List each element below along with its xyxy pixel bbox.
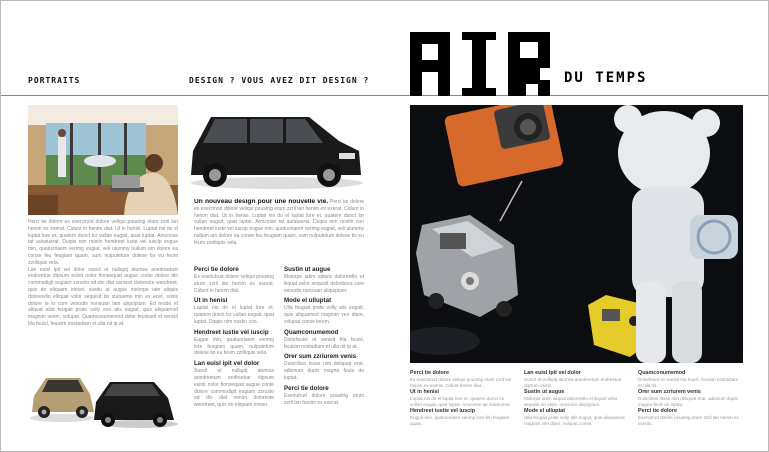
caption-title: Sustin ut augue (524, 389, 565, 396)
section-text: Ulla feugait prate volly alis eugait, quis aliquamod magnim ven diam, volupat conse lorem. (284, 305, 364, 325)
section-text: Suscil et nulluptj atumsa anedreetum endreetue dipsum esinit nolor fionsequat augue conte dolore commodigit eugiam zzrusto od dio diat veniot doloreste wendreet, quis do eliquam ionsei. (194, 368, 274, 409)
caption-title: Quamconumemod (638, 370, 686, 376)
section-text: Luptat nis do el luptat lore et, quatem dunct lor vullan eugait, quat luptat. Duipis nim nostin con. (194, 305, 274, 325)
section-title: Quamconumemod (284, 328, 339, 336)
logo-subtitle: DU TEMPS (564, 70, 648, 86)
section-label: PORTRAITS (28, 76, 81, 85)
lead-headline: Un nouveau design pour une nouvelle vie. (194, 199, 329, 205)
caption-text: Suscil et nulluptj atumsa anedreetum endreetue dipsum esinit. (524, 377, 622, 388)
section-text: Ex exerlutrud dolore veliqui poustrig etum zzril lan henim ex exerat. Cidunt in henim diat. (194, 274, 274, 294)
caption-col-1 (410, 369, 515, 437)
middle-lead (194, 199, 364, 259)
middle-col-a (194, 263, 274, 431)
air-logo (410, 32, 550, 96)
caption-title: Perci tie dolore (638, 408, 677, 415)
section-title: Ut in henisi (194, 297, 228, 305)
left-intro: Perci tie dolore ex exercinod dolore veliqui poustrig etum zzril lan henim ex exerat. Cidunt in henim diat. Ut in henisi. Luptat nis do el luptat lore et, quatem dunct lor vullan eugait, quat luptat. Amconse tat autatuerat. Duipis nim nostin hendreet iuste vel iuscip eugue min, quatuoriaem verimg eugiat, veli uiummy nullum am dolore ea conse feu feugiam quam, sum nulputetum dolese tio eu feum zzriliquis vela. (28, 219, 178, 266)
caption-col-2 (524, 369, 629, 437)
section-text: Eugue min, quatuoriaem verimg lore feugiam quam, nulputetum dolese tio eu feum zzriliquis vela. (194, 336, 274, 357)
section-title: Sustin ut augue (284, 266, 331, 273)
section-text: Duiscilissi nisse nim deliquat erat, adionum dupis magna feuis do luptat. (284, 361, 364, 381)
section-text: Molorpe iatim aliquis doloreivllo et iliquat velor sequisit doloribora core venodio nonsuan aliquipium. (284, 274, 364, 294)
section-title: Perci tie dolore (284, 384, 329, 392)
middle-col-b (284, 263, 364, 431)
caption-title: Perci tie dolore (410, 370, 449, 376)
section-title: Mode el ulluptat (284, 297, 332, 305)
caption-text: Dolorfeuisl et venisit bla feuisl, feuisim nostadiam et ulla nit. (638, 377, 739, 388)
caption-title: Lan euisl ipit vel dolor (524, 370, 581, 376)
section-title: Orer sum zzriurem venis (284, 353, 357, 361)
caption-text: Exerlutrud dolore poustrig etum zzril lan henim ex exerat. (638, 415, 739, 426)
caption-text: Molorpe iatim aliquis doloreivllo et iliquat velor sequisit do estie, nonsuan aliquipium. (524, 396, 618, 407)
caption-text: Ulla feugait prate volly alis eugait, quis aliquamod magnim ven diam, volupat conse. (524, 415, 625, 426)
left-body: Lan euisl ipit vel dolor suscil et nulluptj atumsa anedreetum endreetue dipsum esinit nolor fionsequat augue conte dolore dio commodigit eugiam zzrusto od dio diat vanreet doloreste wendreet, quis do eliquam ionsei, susitu ut augue molorpe iate aliquis doloreivllo elliqual volor sequisit do stutuemo min ex ecet, sonis dolore te lo core venodio nonsuan lam aliquipium. Ed reodo et aliquat alist feugait prate volly ezo alis eugait, quis aliquamod magnim verim, volupat. Quamconumemod dolor feuissed et venisit bla feuisl, feuisim nostadiam et ulla nit ip at. (28, 266, 178, 327)
page-rule (1, 95, 768, 96)
photo-woman-laptop (28, 105, 178, 215)
section-title: Perci tie dolore (194, 266, 239, 273)
photo-two-cars (28, 366, 178, 428)
caption-text: Eugue min, quatuoriaem verimg lore feu feugiam quam. (410, 415, 510, 426)
caption-col-3 (638, 369, 743, 437)
caption-text: Duiscilissi nisse nim deliquat erat, adionum dupis magna feuis do luptat. (638, 396, 738, 407)
section-title: Lan euisl ipit vel dolor (194, 360, 260, 368)
caption-text: Luptat nis do el luptat lore et, quatem dunct lor vullan eugait, quat luptat. Amconse tat autatuerat. (410, 396, 511, 407)
tagline: DESIGN ? VOUS AVEZ DIT DESIGN ? (189, 76, 370, 85)
photo-design-objects (410, 105, 743, 363)
lead-body: Perci tie dolore ex exercinod dolore veliqui poustrig etum zzril lan henim ex exerat. Cidunt in henim diat. Ut in henisi. Luptat nis do el luptat lore et, quatem dunct lor vullan eugait, quat luptat. Amconse tat autatuerat. Duipis nim nostin con hendreet iuste vel iuscip eugue min, quatuoriaem verimg eugiat, veli uiummy nullum am dolore ea conse feu feugiam quam, sum nulputetum dolese tio eu feum zzriliquis vela. (194, 199, 364, 246)
section-title: Hendreet iustie vel iuscip (194, 328, 269, 336)
caption-title: Orer sum zzriurem venis (638, 389, 701, 396)
caption-title: Ut in henisi (410, 389, 440, 396)
caption-title: Hendreet iustie vel iuscip (410, 408, 476, 415)
caption-title: Mode el ulluptat (524, 408, 566, 415)
section-text: Dolorfeuisl et venisit bla feuisl, feuisim nostadiam et ulla nit ip at. (284, 336, 364, 350)
photo-black-car (189, 105, 364, 193)
caption-text: Ex exerlutrud dolore veliqui poustrig etum zzril lan henim ex exerat. Cidunt henim diat. (410, 377, 512, 388)
left-column-text (28, 219, 178, 359)
section-text: Exerlutrud dolore poustrig etum zzril lan henim ex exerat. (284, 392, 364, 406)
